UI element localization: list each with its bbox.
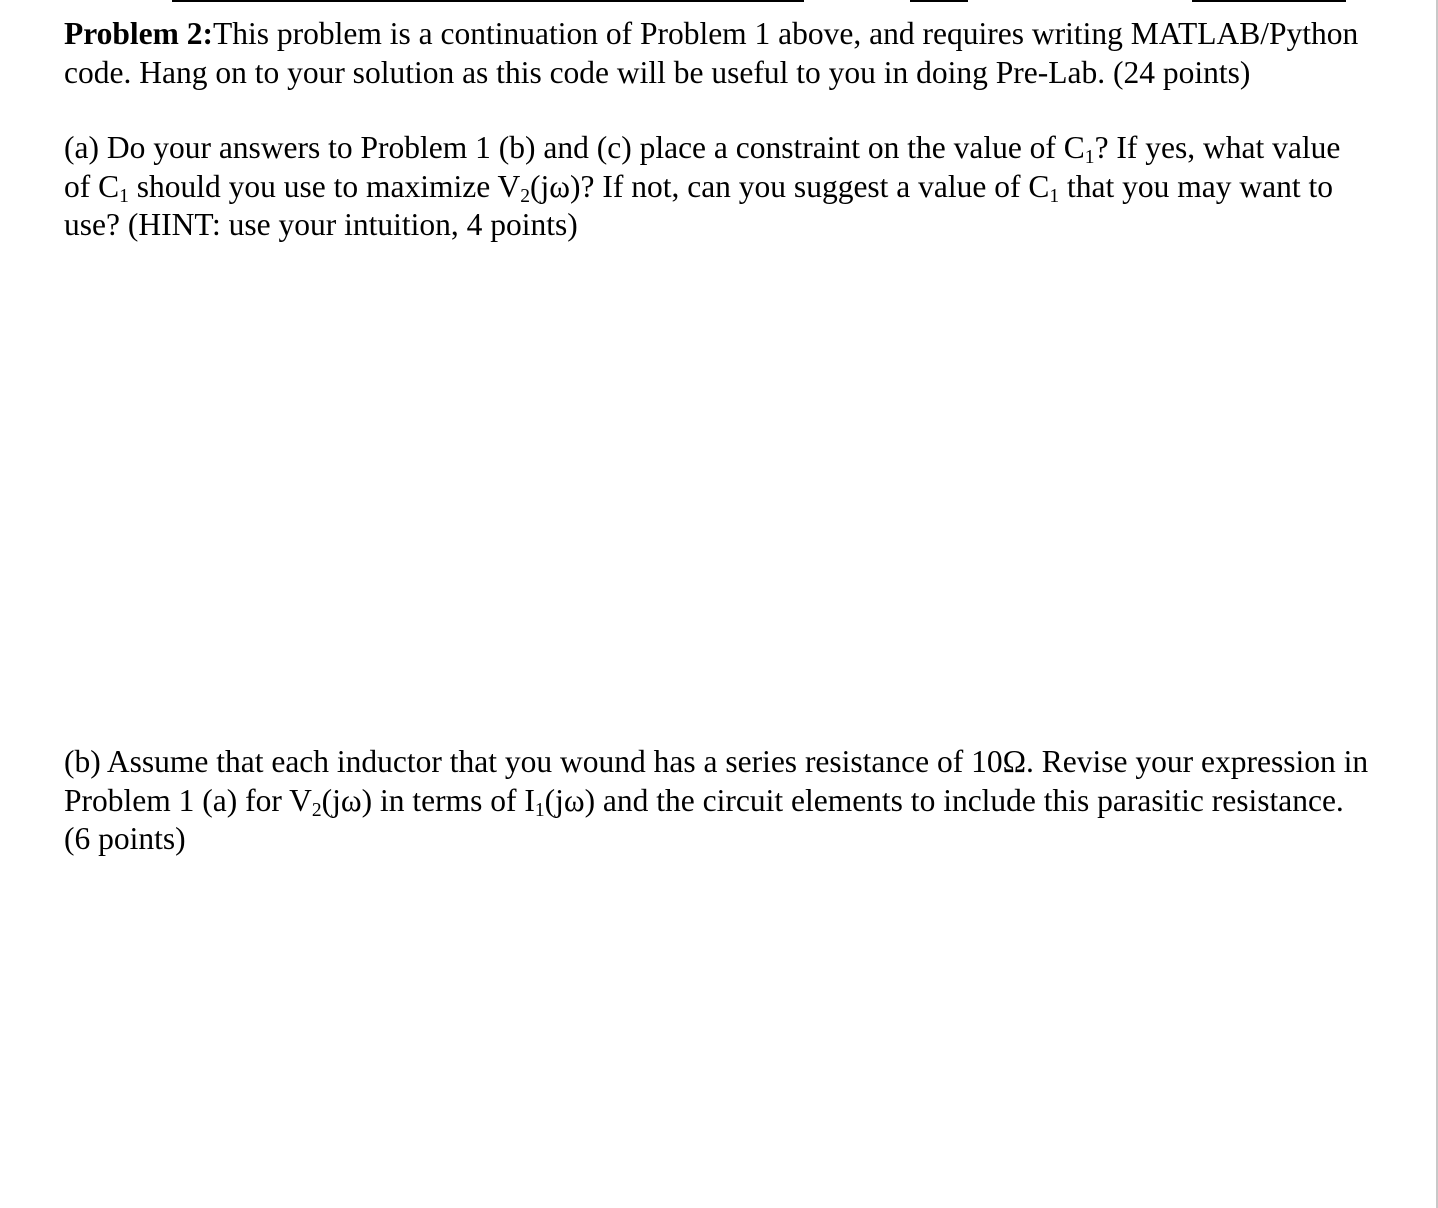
part-b-question: [64, 743, 1404, 859]
part-a-text: of C: [64, 168, 120, 204]
part-b-line-1: (b) Assume that each inductor that you wound has a series resistance of 10Ω. Revise your expression in: [64, 744, 1369, 779]
problem-statement: [64, 15, 1404, 92]
part-b-line-3: (6 points): [64, 821, 186, 856]
subscript: 2: [311, 799, 322, 821]
subscript: 1: [1084, 146, 1095, 168]
part-a-line-1: [64, 129, 1404, 168]
part-a-question: [64, 129, 1404, 245]
part-b-text: (jω) and the circuit elements to include this parasitic resistance.: [544, 782, 1344, 818]
part-a-line-2: [64, 168, 1404, 207]
problem-line-1: [64, 15, 1404, 54]
top-rule-left: [172, 0, 804, 2]
subscript: 1: [1049, 185, 1060, 207]
subscript: 1: [119, 185, 129, 207]
part-a-text: ? If yes, what value: [1094, 130, 1341, 165]
part-a-text: should you use to maximize V: [128, 168, 521, 204]
problem-label: Problem 2:: [64, 16, 214, 51]
part-a-text: that you may want to: [1059, 168, 1333, 204]
part-a-line-3: use? (HINT: use your intuition, 4 points): [64, 207, 578, 242]
part-a-text: (a) Do your answers to Problem 1 (b) and (c) place a constraint on the value of C: [64, 130, 1085, 165]
part-a-text: (jω)? If not, can you suggest a value of C: [530, 168, 1050, 204]
part-b-text: Problem 1 (a) for V: [64, 782, 312, 818]
part-b-text: (jω) in terms of I: [321, 782, 535, 818]
problem-intro-1: This problem is a continuation of Problem 1 above, and requires writing MATLAB/Python: [213, 16, 1359, 51]
top-rule-middle: [910, 0, 968, 2]
problem-intro-2: code. Hang on to your solution as this code will be useful to you in doing Pre-Lab. (24 points): [64, 54, 1251, 90]
part-b-line-2: [64, 782, 1404, 821]
subscript: 2: [520, 185, 531, 207]
subscript: 1: [534, 799, 545, 821]
top-rule-right: [1192, 0, 1346, 2]
